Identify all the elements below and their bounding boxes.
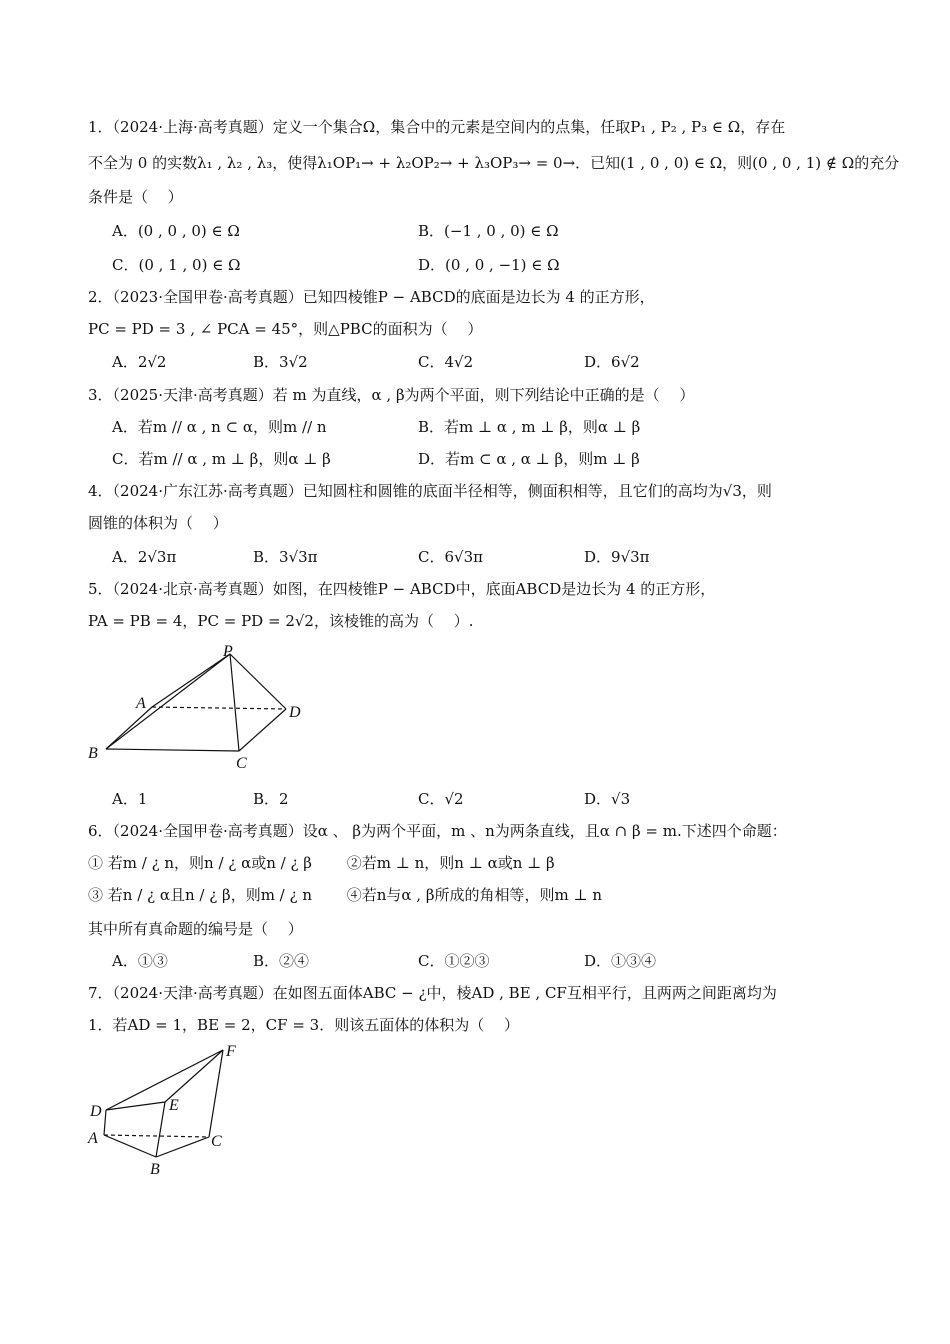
label-c: C [211,1133,222,1150]
edge-cd [239,709,286,751]
q6-line-3: ③ 若n / ¿ α且n / ¿ β，则m / ¿ n ④若n与α , β所成的角相等，则m ⊥ n [88,886,603,904]
q1-option-d[interactable]: D．(0 , 0 , −1) ∈ Ω [418,256,560,274]
label-b: B [88,745,98,762]
edge-ad-hidden [152,707,286,709]
q6-option-d[interactable]: D．①③④ [584,952,657,970]
edge-ab [104,1135,156,1157]
q4-option-b[interactable]: B．3√3π [253,548,318,566]
label-d: D [90,1103,102,1120]
edge-df [106,1050,223,1110]
edge-fc [209,1050,223,1137]
q5-option-a[interactable]: A．1 [112,790,148,808]
q1-line-2: 不全为 0 的实数λ₁ , λ₂ , λ₃，使得λ₁OP₁→ + λ₂OP₂→ + λ₃OP₃→ = 0→．已知(1 , 0 , 0) ∈ Ω，则(0 , 0 , 1) ∉ Ω的充分 [88,154,900,172]
q4-option-d[interactable]: D．9√3π [584,548,650,566]
q3-option-a[interactable]: A．若m // α , n ⊂ α，则m // n [112,418,327,436]
q7-line-1: 7．（2024·天津·高考真题）在如图五面体ABC − ¿中，棱AD , BE , CF互相平行，且两两之间距离均为 [88,984,777,1002]
q4-line-1: 4．（2024·广东江苏·高考真题）已知圆柱和圆锥的底面半径相等，侧面积相等，且它们的高均为√3，则 [88,482,772,500]
q5-option-c[interactable]: C．√2 [418,790,464,808]
edge-pb [106,654,230,749]
label-e: E [169,1097,179,1114]
q5-line-1: 5．（2024·北京·高考真题）如图，在四棱锥P − ABCD中，底面ABCD是边长为 4 的正方形， [88,580,716,598]
pentahedron-figure [84,1040,254,1180]
edge-ef [165,1050,223,1102]
q1-option-a[interactable]: A．(0 , 0 , 0) ∈ Ω [112,222,240,240]
label-a: A [88,1130,98,1147]
q5-line-2: PA = PB = 4，PC = PD = 2√2，该棱锥的高为（ ）. [88,612,474,630]
q4-line-2: 圆锥的体积为（ ） [88,514,228,532]
q6-option-c[interactable]: C．①②③ [418,952,490,970]
edge-ac-hidden [104,1135,209,1137]
edge-bc [106,749,239,751]
label-b: B [150,1161,160,1178]
q6-line-2: ① 若m / ¿ n，则n / ¿ α或n / ¿ β ②若m ⊥ n，则n ⊥ α或n ⊥ β [88,854,555,872]
q4-option-c[interactable]: C．6√3π [418,548,483,566]
label-c: C [236,755,247,772]
label-f: F [226,1043,236,1060]
q3-option-b[interactable]: B．若m ⊥ α , m ⊥ β，则α ⊥ β [418,418,641,436]
q2-option-b[interactable]: B．3√2 [253,353,308,371]
edge-ba [106,707,152,749]
q3-line-1: 3．（2025·天津·高考真题）若 m 为直线，α , β为两个平面，则下列结论中正确的是（ ） [88,386,695,404]
edge-pa [152,654,230,707]
q2-option-a[interactable]: A．2√2 [112,353,167,371]
q6-option-a[interactable]: A．①③ [112,952,168,970]
label-a: A [136,695,146,712]
q5-option-d[interactable]: D．√3 [584,790,631,808]
edge-da [104,1110,106,1135]
q4-option-a[interactable]: A．2√3π [112,548,177,566]
q5-option-b[interactable]: B．2 [253,790,289,808]
label-p: P [223,643,233,660]
edge-eb [156,1102,165,1157]
edge-bc [156,1137,209,1157]
q1-line-3: 条件是（ ） [88,188,183,206]
edge-pc [230,654,239,751]
q6-line-1: 6．（2024·全国甲卷·高考真题）设α 、 β为两个平面，m 、n为两条直线，且α ∩ β = m.下述四个命题： [88,822,787,840]
edge-pd [230,654,286,709]
q2-option-c[interactable]: C．4√2 [418,353,474,371]
q3-option-d[interactable]: D．若m ⊂ α , α ⊥ β，则m ⊥ β [418,450,640,468]
q6-option-b[interactable]: B．②④ [253,952,310,970]
q2-line-1: 2．（2023·全国甲卷·高考真题）已知四棱锥P − ABCD的底面是边长为 4 的正方形， [88,288,655,306]
pyramid-figure [84,640,314,775]
q2-line-2: PC = PD = 3 , ∠ PCA = 45°，则△PBC的面积为（ ） [88,320,483,338]
q7-line-2: 1．若AD = 1，BE = 2，CF = 3．则该五面体的体积为（ ） [88,1016,519,1034]
q1-line-1: 1．（2024·上海·高考真题）定义一个集合Ω，集合中的元素是空间内的点集，任取P₁ , P₂ , P₃ ∈ Ω，存在 [88,118,786,136]
q6-line-4: 其中所有真命题的编号是（ ） [88,920,303,938]
q1-option-b[interactable]: B．(−1 , 0 , 0) ∈ Ω [418,222,559,240]
q3-option-c[interactable]: C．若m // α , m ⊥ β，则α ⊥ β [112,450,331,468]
label-d: D [289,704,301,721]
q1-option-c[interactable]: C．(0 , 1 , 0) ∈ Ω [112,256,241,274]
q2-option-d[interactable]: D．6√2 [584,353,640,371]
